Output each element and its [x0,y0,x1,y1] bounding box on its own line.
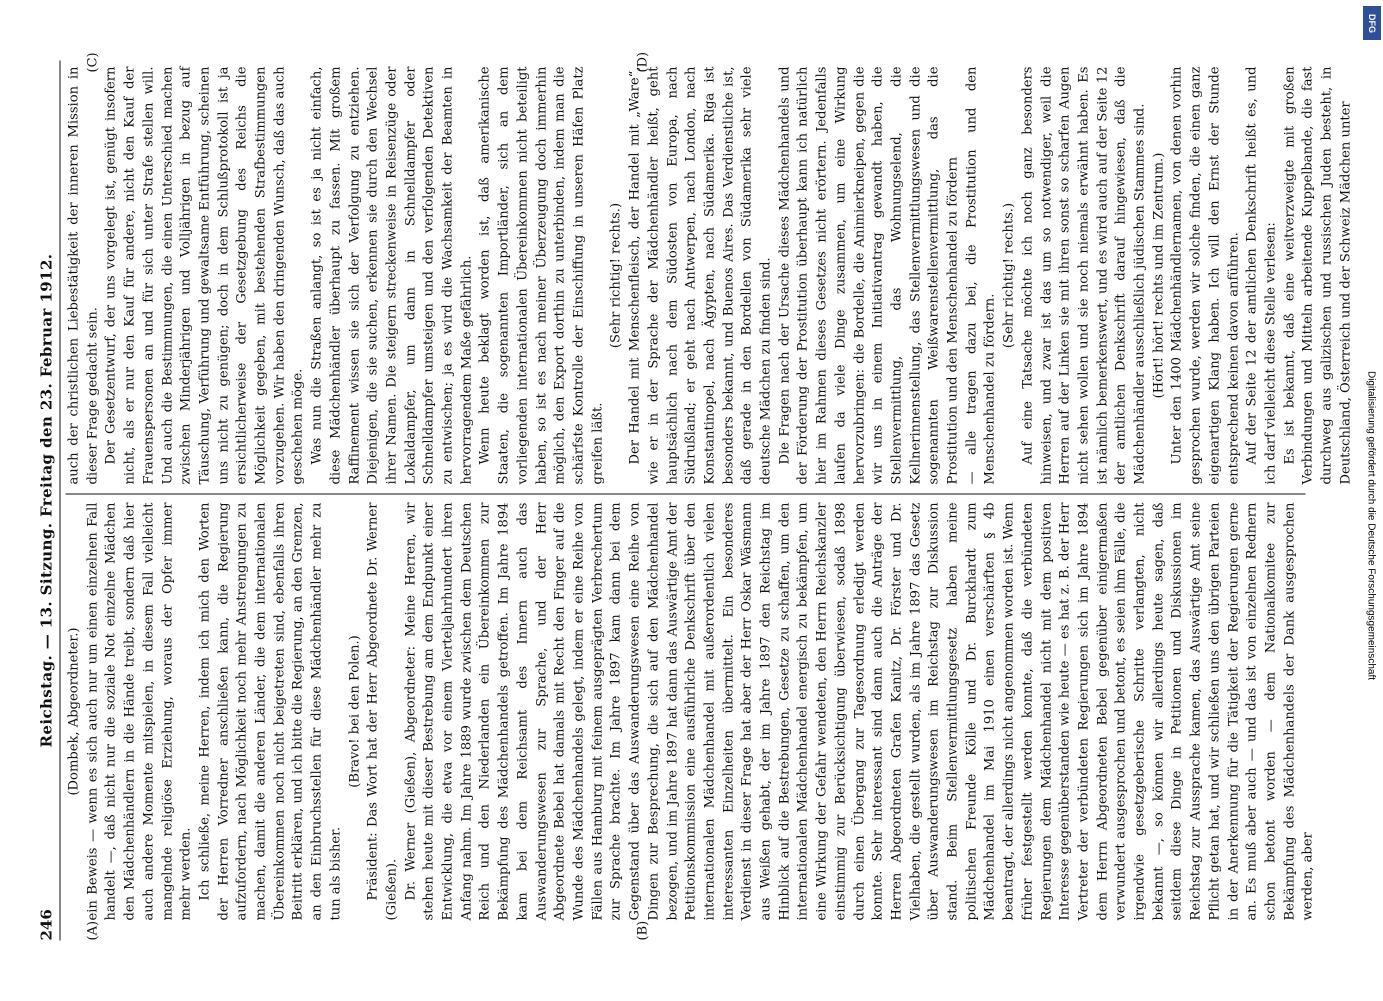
left-text-column [66,502,1316,921]
right-text-column [66,66,1354,485]
header-rule [60,61,61,941]
paragraph: Dr. Werner (Gießen), Abgeordneter: Meine Herren, wir stehen heute mit dieser Bestrebung am dem Endpunkt einer Entwicklung, die etwa vor einem Vierteljahrhundert ihren Anfang nahm. Im Jahre 1889 wurde zwischen dem Deutschen Reich und den Niederlanden ein Übereinkommen zur Bekämpfung des Mädchenhandels getroffen. Im Jahre 1894 kam bei dem Reichsamt des Innern auch das Auswanderungswesen zur Sprache, und der Herr Abgeordnete Bebel hat damals mit Recht den Finger auf die Wunde des Mädchenhandels gelegt, indem er eine Reihe von Fällen aus Hamburg mit feinem ausgeprägten Verbrechertum zur Sprache brachte. Im Jahre 1897 kam dann bei dem Gegenstand über das Auswanderungswesen eine Reihe von Dingen zur Besprechung, die sich auf den Mädchenhandel bezogen, und im Jahre 1897 hat dann das Auswärtige Amt der Petitionskommission eine ausführliche Denkschrift über den internationalen Mädchenhandel mit außerordentlich vielen interessanten Einzelheiten übermittelt. Ein besonderes Verdienst in dieser Frage hat aber der Herr Oskar Wäsmann aus Weißen gehabt, der im Jahre 1897 den Reichstag im Hinblick auf die Bestrebungen, Gesetze zu schaffen, um den internationalen Mädchenhandel energisch zu bekämpfen, um eine Wirkung der Gefahr wendeten, den Herrn Reichskanzler einstimmig zur Berücksichtigung überwiesen, sodaß 1898 durch einen Übergang zur Tagesordnung erledigt werden konnte. Sehr interessant sind dann auch die Anträge der Herren Abgeordneten Grafen Kanitz, Dr. Förster und Dr. Vielhaben, die gestellt wurden, als im Jahre 1897 das Gesetz über Auswanderungswesen im Reichstag zur Diskussion stand. Beim Stellenvermittlungsgesetz haben meine politischen Freunde Kölle und Dr. Burckhardt zum Mädchenhandel im Mai 1910 einen verschärften § 4b beantragt, der allerdings nicht angenommen worden ist. Wenn früher festgestellt werden konnte, daß die verbündeten Regierungen dem Mädchenhandel nicht mit dem positiven Interesse gegenüberstanden wie heute — es hat z. B. der Herr Vertreter der verbündeten Regierungen sich im Jahre 1894 dem Herrn Abgeordneten Bebel gegenüber einigermaßen verwundert ausgesprochen und betont, es seien ihm Fälle, die irgendwie gesetzgeberische Schritte verlangten, nicht bekannt —, so können wir allerdings heute sagen, daß seitdem diese Dinge in Petitionen und Diskussionen im Reichstag zur Aussprache kamen, das Auswärtige Amt seine Pflicht getan hat, und wir schließen uns den übrigen Parteien in der Anerkennung für die Tätigkeit der Regierungen gerne an. Es muß aber auch — und das ist von einzelnen Rednern schon betont worden — dem Nationalkomitee zur Bekämpfung des Mädchenhandels der Dank ausgesprochen werden, aber [403,502,1316,921]
paragraph: Auf der Seite 12 der amtlichen Denkschrift heißt es, und ich darf vielleicht diese Stelle verlesen: [1244,66,1279,485]
margin-marker-c: (C) [85,52,101,73]
margin-marker-a: (A) [85,920,101,941]
paragraph: Was nun die Straßen anlangt, so ist es ja nicht einfach, diese Mädchenhändler überhaupt zu fassen. Mit großem Raffinement wissen sie sich der Verfolgung zu entziehen. Diejenigen, die sie suchen, erkennen sie durch den Wechsel ihrer Namen. Die steigern streckenweise in Reisenzüge oder Lokaldampfer, um dann in Schnelldampfer oder Schnelldampfer umsteigen und den verfolgenden Detektiven zu entwischen; ja es wird die Wachsamkeit der Beamten in hervorragendem Maße gefährlich. [309,66,475,485]
paragraph: Wenn heute beklagt worden ist, daß amerikanische Staaten, die sogenannten Importländer, sich an dem vorliegenden internationalen Übereinkommen nicht beteiligt haben, so ist es nach meiner Überzeugung doch immerhin möglich, den Export dorthin zu unterbinden, indem man die schärfste Kontrolle der Einschiffung in unseren Häfen Platz greifen läßt. [477,66,606,485]
interjection: (Bravo! bei den Polen.) [347,635,363,788]
paragraph: Auf eine Tatsache möchte ich noch ganz besonders hinweisen, und zwar ist das um so notwendiger, weil die Herren auf der Linken sie mit ihren sonst so scharfen Augen nicht sehen wollen und sie noch niemals erwähnt haben. Es ist nämlich bemerkenswert, und es wird auch auf der Seite 12 der amtlichen Denkschrift darauf hingewiesen, daß die Mädchenhändler ausschließlich jüdischen Stammes sind. [1020,66,1148,485]
paragraph: Die Fragen nach der Ursache dieses Mädchenhandels und der Förderung der Prostitution überhaupt kann ich natürlich hier im Rahmen dieses Gesetzes nicht erörtern. Jedenfalls laufen da viele Dinge zusammen, um eine Wirkung hervorzubringen: die Bordelle, die Animierkneipen, gegen die wir uns in einem Initiativantrag gewandt haben, die Stellenvermittlung, das Wohnungselend, die Kellnerinnenstellung, das Stellenvermittlungswesen und die sogenannten Weißwarenstellenvermittlung, das die Prostitution und den Menschenhandel zu fördern [777,66,961,485]
paragraph: Unter den 1400 Mädchenhändlernamen, von denen vorhin gesprochen wurde, werden wir solche finden, die einen ganz eigenartigen Klang haben. Ich will den Ernst der Stunde entsprechend keinen davon anführen. [1169,66,1242,485]
interjection: (Sehr richtig! rechts.) [608,202,624,349]
page-number: 246 [37,909,56,941]
paragraph: ein Beweis — wenn es sich auch nur um einen einzelnen Fall handelt —, daß nicht nur die soziale Not einzelne Mädchen den Mädchenhändlern in die Hände treibt, sondern daß hier auch andere Momente mitspielen, in diesem Fall vielleicht mangelnde religiöse Erziehung, woraus der Opfer immer mehr werden. [85,502,194,921]
paragraph: auch der christlichen Liebestätigkeit der inneren Mission in dieser Frage gedacht sein. [66,66,101,485]
rotated-page [0,1,1383,1001]
paragraph: Der Gesetzentwurf, der uns vorgelegt ist, genügt insofern nicht, als er nur den Kauf für andere, nicht den Kauf der Frauenspersonen an und für sich unter Strafe stellen will. Und auch die Bestimmungen, die einen Unterschied machen zwischen Minderjährigen und Volljährigen in bezug auf Täuschung, Verführung und gewaltsame Entführung, scheinen uns nicht zu genügen; doch in dem Schlußprotokoll ist ja ersichtlicherweise der Gesetzgebung des Reichs die Möglichkeit gegeben, mit bestehenden Strafbestimmungen vorzugehen. Wir haben den dringenden Wunsch, daß das auch geschehen möge. [103,66,306,485]
column-rule [66,494,1306,495]
digitization-note [1361,0,1381,1000]
paragraph: Ich schließe, meine Herren, indem ich mich den Worten der Herren Vorredner anschließen kann, die Regierung aufzufordern, nach Möglichkeit noch mehr Anstrengungen zu machen, damit die anderen Länder, die dem internationalen Übereinkommen noch nicht beigetreten sind, ebenfalls ihren Beitritt erklären, und ich bitte die Regierung, an den Grenzen, an den Einbruchsstellen für diese Mädchenhändler mehr zu tun als bisher. [197,502,344,921]
margin-marker-b: (B) [635,920,651,941]
interjection: (Hört! hört! rechts und im Zentrum.) [1151,152,1167,399]
digitization-note-text: Digitalisierung gefördert durch die Deutsche Forschungsgemeinschaft [1365,370,1377,681]
quoted-paragraph: Es ist bekannt, daß eine weitverzweigte mit großen Verbindungen und Mitteln arbeitende Kuppelbande, die fast durchweg aus galizischen und russischen Juden besteht, in Deutschland, Österreich und der Schweiz Mädchen unter [1282,66,1354,485]
paragraph: — alle tragen dazu bei, die Prostitution und den Menschenhandel zu fördern. [964,66,998,485]
margin-marker-d: (D) [635,51,651,73]
dfg-logo: DFG [1363,6,1381,40]
speaker-continuation: (Dombek, Abgeordneter.) [66,627,82,796]
interjection: (Sehr richtig! rechts.) [1001,202,1017,349]
page-header-title: Reichstag. — 13. Sitzung. Freitag den 23. Februar 1912. [37,253,56,748]
paragraph: Der Handel mit Menschenfleisch, der Handel mit „Ware“, wie er in der Sprache der Mädchenhändler heißt, geht hauptsächlich nach dem Südosten von Europa, nach Südrußland; er geht nach Antwerpen, nach London, nach Konstantinopel, nach Ägypten, nach Südamerika. Riga ist besonders bekannt, und Buenos Aires. Das Verdienstliche ist, daß gerade in den Bordellen von Südamerika sehr viele deutsche Mädchen zu finden sind. [627,66,774,485]
president-line: Präsident: Das Wort hat der Herr Abgeordnete Dr. Werner (Gießen). [365,502,400,921]
